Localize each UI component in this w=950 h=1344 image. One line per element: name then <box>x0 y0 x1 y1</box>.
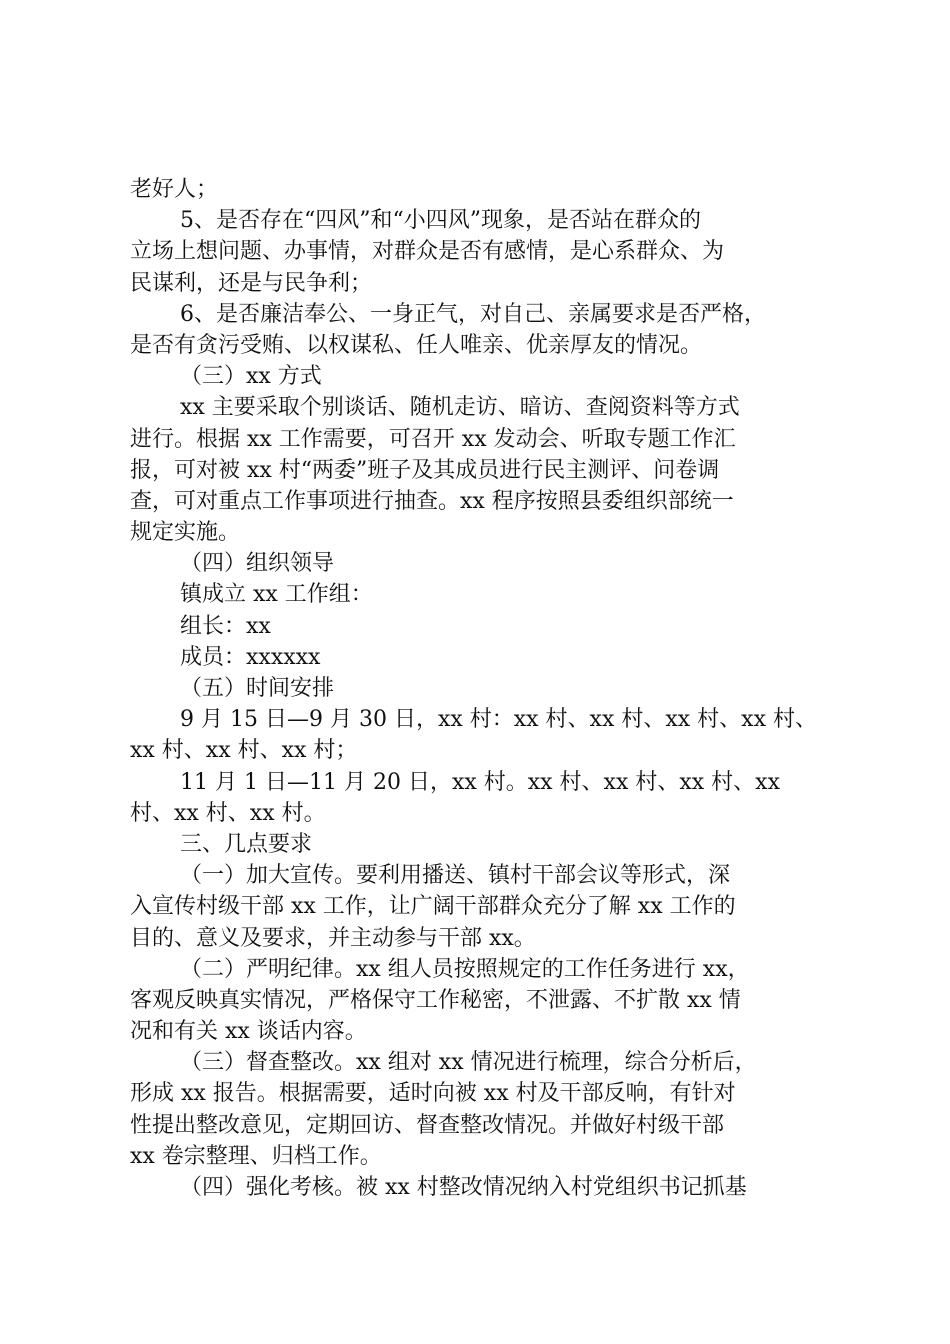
text-line: 进行。根据 xx 工作需要，可召开 xx 发动会、听取专题工作汇 <box>130 426 736 452</box>
text-line: （五）时间安排 <box>180 676 335 701</box>
text-line: 查，可对重点工作事项进行抽查。xx 程序按照县委组织部统一 <box>130 488 734 514</box>
text-line: 目的、意义及要求，并主动参与干部 xx。 <box>130 925 536 951</box>
text-line: 形成 xx 报告。根据需要，适时向被 xx 村及干部反响，有针对 <box>130 1081 736 1107</box>
text-line: （四）强化考核。被 xx 村整改情况纳入村党组织书记抓基 <box>180 1175 747 1200</box>
text-line: 6、是否廉洁奉公、一身正气，对自己、亲属要求是否严格， <box>180 301 766 327</box>
text-line: （二）严明纪律。xx 组人员按照规定的工作任务进行 xx， <box>180 956 750 982</box>
text-line: 入宣传村级干部 xx 工作，让广阔干部群众充分了解 xx 工作的 <box>130 894 736 920</box>
text-line: 民谋利，还是与民争利； <box>130 270 373 296</box>
text-line: 立场上想问题、办事情，对群众是否有感情，是心系群众、为 <box>130 239 725 265</box>
text-line: 况和有关 xx 谈话内容。 <box>130 1019 367 1045</box>
text-line: xx 主要采取个别谈话、随机走访、暗访、查阅资料等方式 <box>180 395 740 421</box>
text-line: 成员：xxxxxx <box>180 644 321 670</box>
text-line: （三）xx 方式 <box>180 364 322 390</box>
text-line: xx 村、xx 村、xx 村； <box>130 738 358 764</box>
text-line: 村、xx 村、xx 村。 <box>130 800 326 826</box>
document-body <box>130 174 830 1203</box>
text-line: 客观反映真实情况，严格保守工作秘密，不泄露、不扩散 xx 情 <box>130 987 741 1013</box>
text-line: （一）加大宣传。要利用播送、镇村干部会议等形式，深 <box>180 863 731 889</box>
text-line: （四）组织领导 <box>180 551 335 577</box>
text-line: 11 月 1 日—11 月 20 日，xx 村。xx 村、xx 村、xx 村、xx <box>180 769 780 795</box>
text-line: 是否有贪污受贿、以权谋私、任人唯亲、优亲厚友的情况。 <box>130 332 703 358</box>
text-line: 镇成立 xx 工作组： <box>180 582 373 608</box>
text-line: 三、几点要求 <box>180 831 313 857</box>
text-line: 规定实施。 <box>130 520 241 546</box>
text-line: 9 月 15 日—9 月 30 日，xx 村：xx 村、xx 村、xx 村、xx 村、 <box>180 707 817 733</box>
text-line: 老好人； <box>130 177 219 202</box>
text-line: 报，可对被 xx 村“两委”班子及其成员进行民主测评、问卷调 <box>130 457 720 483</box>
text-line: xx 卷宗整理、归档工作。 <box>130 1143 382 1169</box>
text-line: 性提出整改意见，定期回访、督查整改情况。并做好村级干部 <box>130 1112 725 1138</box>
text-line: 组长：xx <box>180 613 271 639</box>
text-line: （三）督查整改。xx 组对 xx 情况进行梳理，综合分析后， <box>180 1050 757 1076</box>
text-line: 5、是否存在“四风”和“小四风”现象，是否站在群众的 <box>180 208 701 234</box>
